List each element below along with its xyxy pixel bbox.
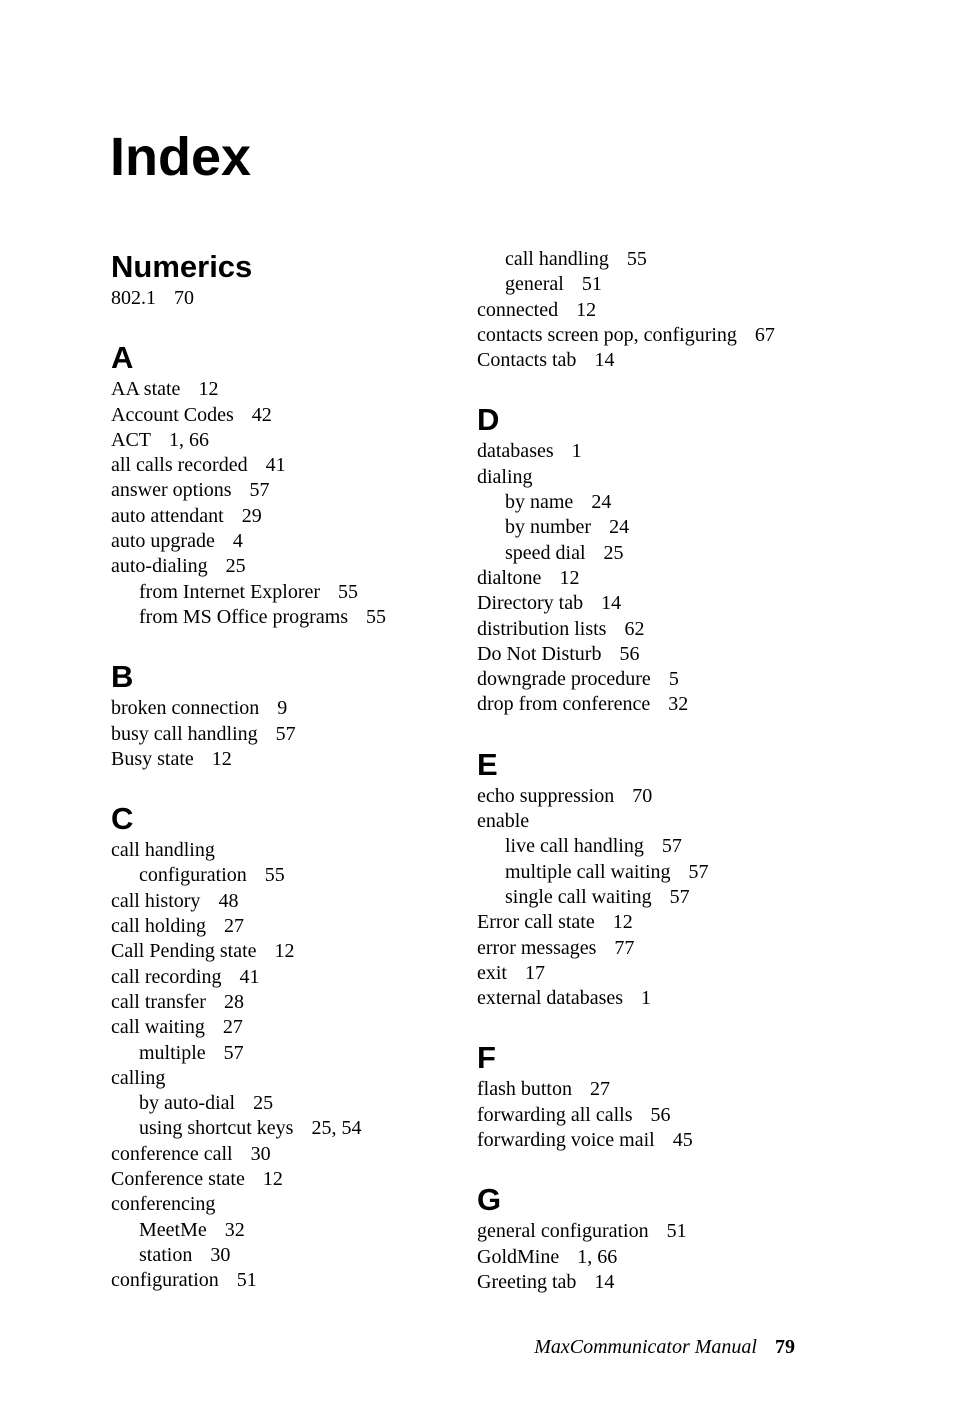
entry-term: call recording xyxy=(111,965,222,988)
entry-term: multiple call waiting xyxy=(505,860,671,883)
entry-term: flash button xyxy=(477,1078,572,1101)
entry-pages: 70 xyxy=(174,287,194,309)
index-subentry xyxy=(111,1243,471,1268)
entry-pages: 24 xyxy=(591,491,612,514)
entry-term: configuration xyxy=(139,864,247,887)
entry-pages: 1 xyxy=(641,987,652,1010)
index-subentry xyxy=(477,541,837,566)
index-entry xyxy=(111,889,471,914)
entry-pages: 51 xyxy=(581,273,602,296)
entry-pages: 30 xyxy=(250,1142,271,1165)
index-section-d xyxy=(477,401,837,717)
index-entry xyxy=(477,961,837,986)
entry-pages: 41 xyxy=(239,965,260,988)
entry-term: GoldMine xyxy=(477,1245,560,1268)
entry-pages: 9 xyxy=(277,697,288,720)
entry-pages: 57 xyxy=(249,479,270,502)
index-section-e xyxy=(477,746,837,1012)
index-entry xyxy=(477,348,837,373)
entry-term: external databases xyxy=(477,987,624,1010)
entry-pages: 67 xyxy=(754,323,775,346)
entry-term: forwarding voice mail xyxy=(477,1129,655,1152)
index-subentry xyxy=(477,272,837,297)
index-subentry xyxy=(111,1218,471,1243)
entry-pages: 30 xyxy=(210,1243,231,1266)
index-subentry xyxy=(111,580,471,605)
entry-pages: 27 xyxy=(223,915,244,938)
entry-term: dialing xyxy=(477,465,533,488)
entry-term: downgrade procedure xyxy=(477,668,651,691)
index-section-g xyxy=(477,1181,837,1295)
index-entry xyxy=(111,529,471,554)
index-entry xyxy=(477,1103,837,1128)
entry-term: 802.1 xyxy=(111,287,156,309)
index-entry xyxy=(477,1219,837,1244)
section-letter: A xyxy=(111,340,134,376)
section-gap xyxy=(111,772,471,800)
entry-pages: 5 xyxy=(668,668,679,691)
index-subentry xyxy=(477,834,837,859)
index-entry xyxy=(111,1015,471,1040)
entry-pages: 12 xyxy=(198,378,219,401)
section-letter: F xyxy=(477,1040,496,1076)
entry-term: live call handling xyxy=(505,835,644,858)
entry-term: calling xyxy=(111,1066,166,1089)
index-entry xyxy=(111,1142,471,1167)
index-section-b xyxy=(111,658,471,772)
entry-pages: 12 xyxy=(576,298,597,321)
entry-pages: 55 xyxy=(626,248,647,270)
section-letter: C xyxy=(111,801,134,837)
entry-term: general xyxy=(505,273,564,296)
index-subentry xyxy=(111,605,471,630)
entry-term: all calls recorded xyxy=(111,454,248,477)
entry-pages: 17 xyxy=(525,961,545,984)
index-entry xyxy=(477,1128,837,1153)
entry-term: by auto-dial xyxy=(139,1092,236,1115)
entry-pages: 1 xyxy=(571,440,582,463)
entry-term: multiple xyxy=(139,1041,206,1064)
entry-term: Directory tab xyxy=(477,592,584,615)
entry-pages: 57 xyxy=(669,885,690,908)
entry-term: forwarding all calls xyxy=(477,1103,633,1126)
index-section-numerics xyxy=(111,248,471,311)
section-gap xyxy=(477,1011,837,1039)
entry-pages: 55 xyxy=(366,605,387,628)
entry-term: auto-dialing xyxy=(111,555,208,578)
index-entry xyxy=(111,403,471,428)
index-entry xyxy=(111,696,471,721)
index-section-f xyxy=(477,1039,837,1153)
section-gap xyxy=(111,630,471,658)
entry-pages: 12 xyxy=(262,1168,283,1191)
entry-pages: 57 xyxy=(223,1041,244,1064)
entry-term: Conference state xyxy=(111,1168,245,1191)
entry-term: Call Pending state xyxy=(111,940,257,963)
index-entry xyxy=(111,990,471,1015)
entry-term: station xyxy=(139,1243,193,1266)
index-entry xyxy=(111,1066,471,1091)
index-entry xyxy=(111,1192,471,1217)
entry-term: databases xyxy=(477,440,554,463)
entry-pages: 25, 54 xyxy=(311,1117,362,1140)
index-entry xyxy=(477,809,837,834)
entry-pages: 25 xyxy=(603,541,624,564)
entry-pages: 12 xyxy=(559,566,580,589)
entry-term: Contacts tab xyxy=(477,349,577,372)
entry-term: general configuration xyxy=(477,1220,649,1243)
entry-term: Account Codes xyxy=(111,403,234,426)
entry-pages: 32 xyxy=(224,1218,245,1241)
entry-term: busy call handling xyxy=(111,722,258,745)
entry-term: using shortcut keys xyxy=(139,1117,294,1140)
entry-pages: 25 xyxy=(225,555,246,578)
index-entry xyxy=(111,453,471,478)
entry-term: echo suppression xyxy=(477,784,615,807)
entry-term: call transfer xyxy=(111,990,206,1013)
index-subentry xyxy=(477,490,837,515)
section-letter: E xyxy=(477,746,498,782)
index-subentry xyxy=(477,247,837,272)
page-title: Index xyxy=(110,127,252,187)
entry-term: distribution lists xyxy=(477,617,607,640)
index-entry xyxy=(111,965,471,990)
index-entry xyxy=(477,692,837,717)
index-entry xyxy=(477,617,837,642)
entry-pages: 55 xyxy=(338,580,359,603)
entry-pages: 51 xyxy=(666,1220,687,1243)
index-entry xyxy=(477,465,837,490)
entry-pages: 55 xyxy=(264,864,285,887)
entry-term: drop from conference xyxy=(477,693,651,716)
section-gap xyxy=(477,373,837,401)
entry-term: call history xyxy=(111,889,201,912)
section-letter: B xyxy=(111,659,134,695)
index-entry xyxy=(477,667,837,692)
entry-term: configuration xyxy=(111,1269,219,1292)
section-gap xyxy=(111,311,471,339)
index-entry xyxy=(477,1270,837,1295)
entry-pages: 29 xyxy=(241,504,262,527)
entry-term: enable xyxy=(477,810,530,833)
index-entry xyxy=(111,1167,471,1192)
index-entry xyxy=(477,323,837,348)
entry-term: Error call state xyxy=(477,911,595,934)
entry-pages: 12 xyxy=(211,747,232,770)
entry-pages: 56 xyxy=(650,1103,671,1126)
entry-term: broken connection xyxy=(111,697,260,720)
index-entry xyxy=(477,1245,837,1270)
entry-term: single call waiting xyxy=(505,885,652,908)
entry-term: auto upgrade xyxy=(111,530,215,553)
index-entry xyxy=(477,986,837,1011)
entry-pages: 14 xyxy=(601,592,622,615)
entry-pages: 77 xyxy=(614,936,635,959)
entry-pages: 4 xyxy=(232,530,243,553)
entry-pages: 12 xyxy=(612,911,633,934)
entry-pages: 41 xyxy=(265,454,286,477)
entry-term: Busy state xyxy=(111,747,194,770)
index-entry xyxy=(111,554,471,579)
entry-pages: 56 xyxy=(619,642,640,665)
entry-pages: 70 xyxy=(632,784,653,807)
index-entry xyxy=(111,478,471,503)
entry-term: Greeting tab xyxy=(477,1270,577,1293)
index-section-a xyxy=(111,339,471,630)
entry-term: error messages xyxy=(477,936,597,959)
entry-pages: 57 xyxy=(275,722,296,745)
entry-pages: 45 xyxy=(672,1129,693,1152)
index-entry xyxy=(111,286,471,311)
index-subentry xyxy=(111,863,471,888)
index-entry xyxy=(111,1268,471,1293)
entry-term: ACT xyxy=(111,428,151,451)
entry-pages: 24 xyxy=(609,516,630,539)
index-entry xyxy=(111,747,471,772)
entry-term: MeetMe xyxy=(139,1218,207,1241)
index-entry xyxy=(477,1077,837,1102)
entry-term: AA state xyxy=(111,378,181,401)
index-entry xyxy=(477,591,837,616)
entry-pages: 1, 66 xyxy=(169,428,209,451)
section-gap xyxy=(477,1153,837,1181)
index-subentry xyxy=(477,885,837,910)
index-entry xyxy=(477,566,837,591)
entry-pages: 62 xyxy=(624,617,645,640)
entry-pages: 1, 66 xyxy=(577,1245,618,1268)
index-subentry xyxy=(111,1116,471,1141)
entry-term: call holding xyxy=(111,915,206,938)
index-entry xyxy=(477,439,837,464)
index-entry xyxy=(111,428,471,453)
page-footer xyxy=(534,1334,795,1360)
entry-term: call handling xyxy=(505,248,609,270)
section-letter: D xyxy=(477,402,500,438)
index-entry xyxy=(111,939,471,964)
entry-pages: 14 xyxy=(594,349,615,372)
entry-pages: 25 xyxy=(253,1092,274,1115)
index-subentry xyxy=(477,515,837,540)
entry-term: speed dial xyxy=(505,541,586,564)
entry-pages: 48 xyxy=(218,889,239,912)
entry-term: by number xyxy=(505,516,592,539)
entry-term: conferencing xyxy=(111,1193,216,1216)
entry-pages: 14 xyxy=(594,1270,615,1293)
entry-pages: 27 xyxy=(222,1016,243,1039)
entry-pages: 27 xyxy=(590,1078,610,1101)
section-letter: G xyxy=(477,1182,502,1218)
entry-term: answer options xyxy=(111,479,232,502)
section-letter: Numerics xyxy=(111,249,253,284)
footer-manual-title: MaxCommunicator Manual xyxy=(534,1336,757,1358)
index-entry xyxy=(477,910,837,935)
index-entry xyxy=(477,936,837,961)
index-subentry xyxy=(111,1091,471,1116)
index-entry xyxy=(111,377,471,402)
section-gap xyxy=(477,718,837,746)
entry-pages: 12 xyxy=(274,940,295,963)
index-column-right xyxy=(477,247,837,1295)
index-entry xyxy=(111,504,471,529)
index-entry xyxy=(111,838,471,863)
entry-term: Do Not Disturb xyxy=(477,642,602,665)
index-entry xyxy=(477,642,837,667)
index-entry xyxy=(477,784,837,809)
entry-term: auto attendant xyxy=(111,504,224,527)
entry-pages: 28 xyxy=(223,990,244,1013)
entry-pages: 57 xyxy=(661,835,682,858)
entry-pages: 51 xyxy=(236,1269,257,1292)
entry-term: exit xyxy=(477,961,507,984)
index-section-continued xyxy=(477,247,837,373)
footer-page-number: 79 xyxy=(775,1336,795,1358)
entry-pages: 42 xyxy=(251,403,272,426)
index-entry xyxy=(111,914,471,939)
entry-pages: 32 xyxy=(668,693,689,716)
entry-pages: 57 xyxy=(688,860,709,883)
entry-term: call handling xyxy=(111,839,215,862)
entry-term: from Internet Explorer xyxy=(139,580,321,603)
entry-term: dialtone xyxy=(477,566,542,589)
entry-term: conference call xyxy=(111,1142,233,1165)
entry-term: by name xyxy=(505,491,574,514)
entry-term: connected xyxy=(477,298,559,321)
index-column-left xyxy=(111,248,471,1294)
index-entry xyxy=(111,722,471,747)
entry-term: from MS Office programs xyxy=(139,605,349,628)
index-entry xyxy=(477,298,837,323)
index-section-c xyxy=(111,800,471,1293)
entry-term: call waiting xyxy=(111,1016,205,1039)
index-subentry xyxy=(477,860,837,885)
entry-term: contacts screen pop, configuring xyxy=(477,323,737,346)
index-subentry xyxy=(111,1041,471,1066)
